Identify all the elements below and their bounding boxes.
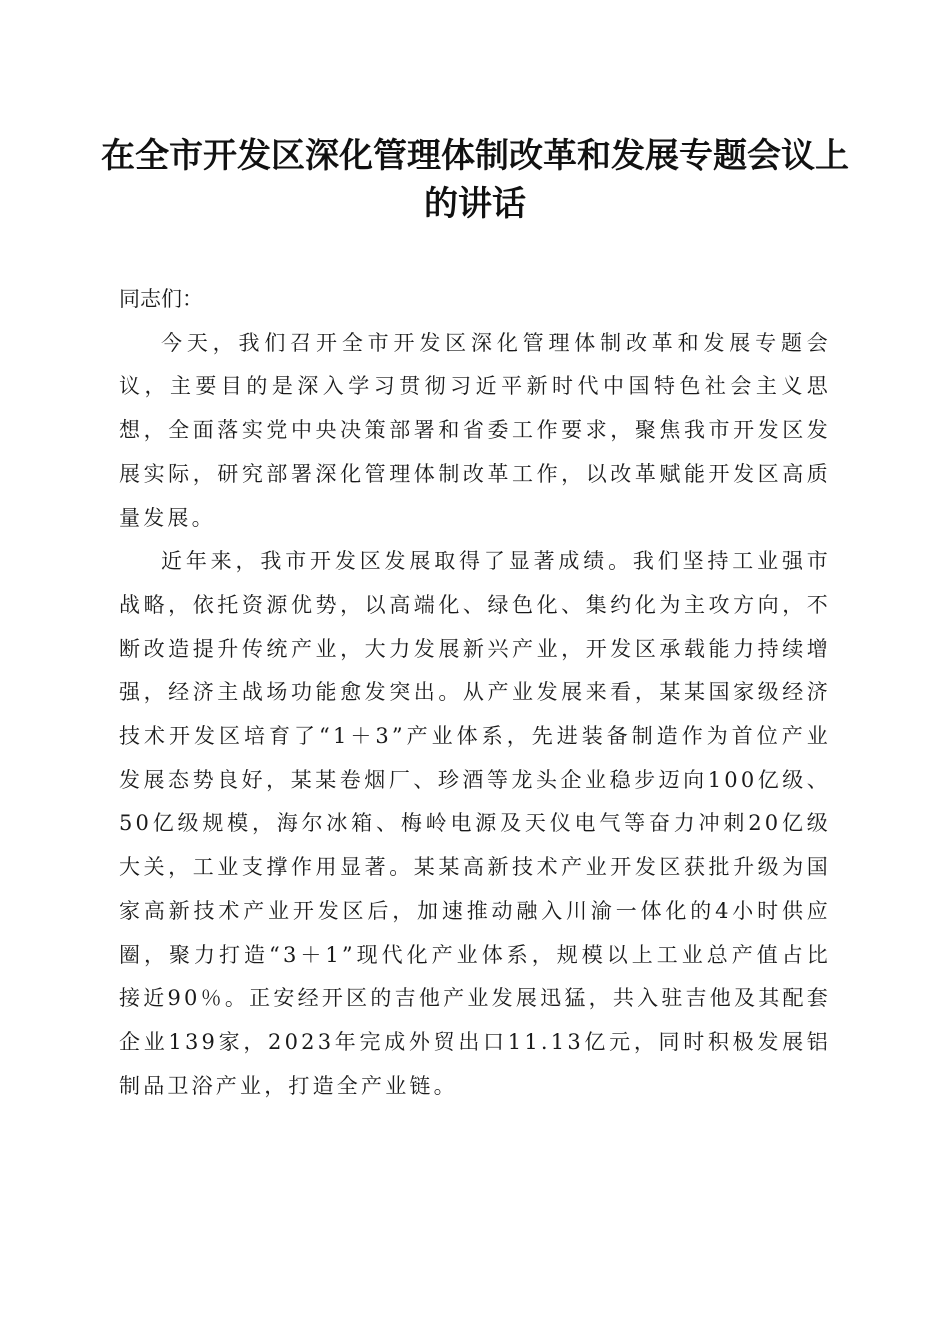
paragraph-intro: 今天，我们召开全市开发区深化管理体制改革和发展专题会议，主要目的是深入学习贯彻习近平新时代中国特色社会主义思想，全面落实党中央决策部署和省委工作要求，聚焦我市开发区发展实际，研究部署深化管理体制改革工作，以改革赋能开发区高质量发展。 (119, 330, 831, 530)
document-title: 在全市开发区深化管理体制改革和发展专题会议上的讲话 (101, 136, 849, 224)
salutation: 同志们： (119, 287, 203, 311)
document-body (119, 278, 831, 1108)
paragraph-achievements: 近年来，我市开发区发展取得了显著成绩。我们坚持工业强市战略，依托资源优势，以高端化、绿色化、集约化为主攻方向，不断改造提升传统产业，大力发展新兴产业，开发区承载能力持续增强，经济主战场功能愈发突出。从产业发展来看，某某国家级经济技术开发区培育了“1＋3”产业体系，先进装备制造作为首位产业发展态势良好，某某卷烟厂、珍酒等龙头企业稳步迈向100亿级、50亿级规模，海尔冰箱、梅岭电源及天仪电气等奋力冲刺20亿级大关，工业支撑作用显著。某某高新技术产业开发区获批升级为国家高新技术产业开发区后，加速推动融入川渝一体化的4小时供应圈，聚力打造“3＋1”现代化产业体系，规模以上工业总产值占比接近90％。正安经开区的吉他产业发展迅猛，共入驻吉他及其配套企业139家，2023年完成外贸出口11.13亿元，同时积极发展铝制品卫浴产业，打造全产业链。 (119, 549, 831, 1098)
